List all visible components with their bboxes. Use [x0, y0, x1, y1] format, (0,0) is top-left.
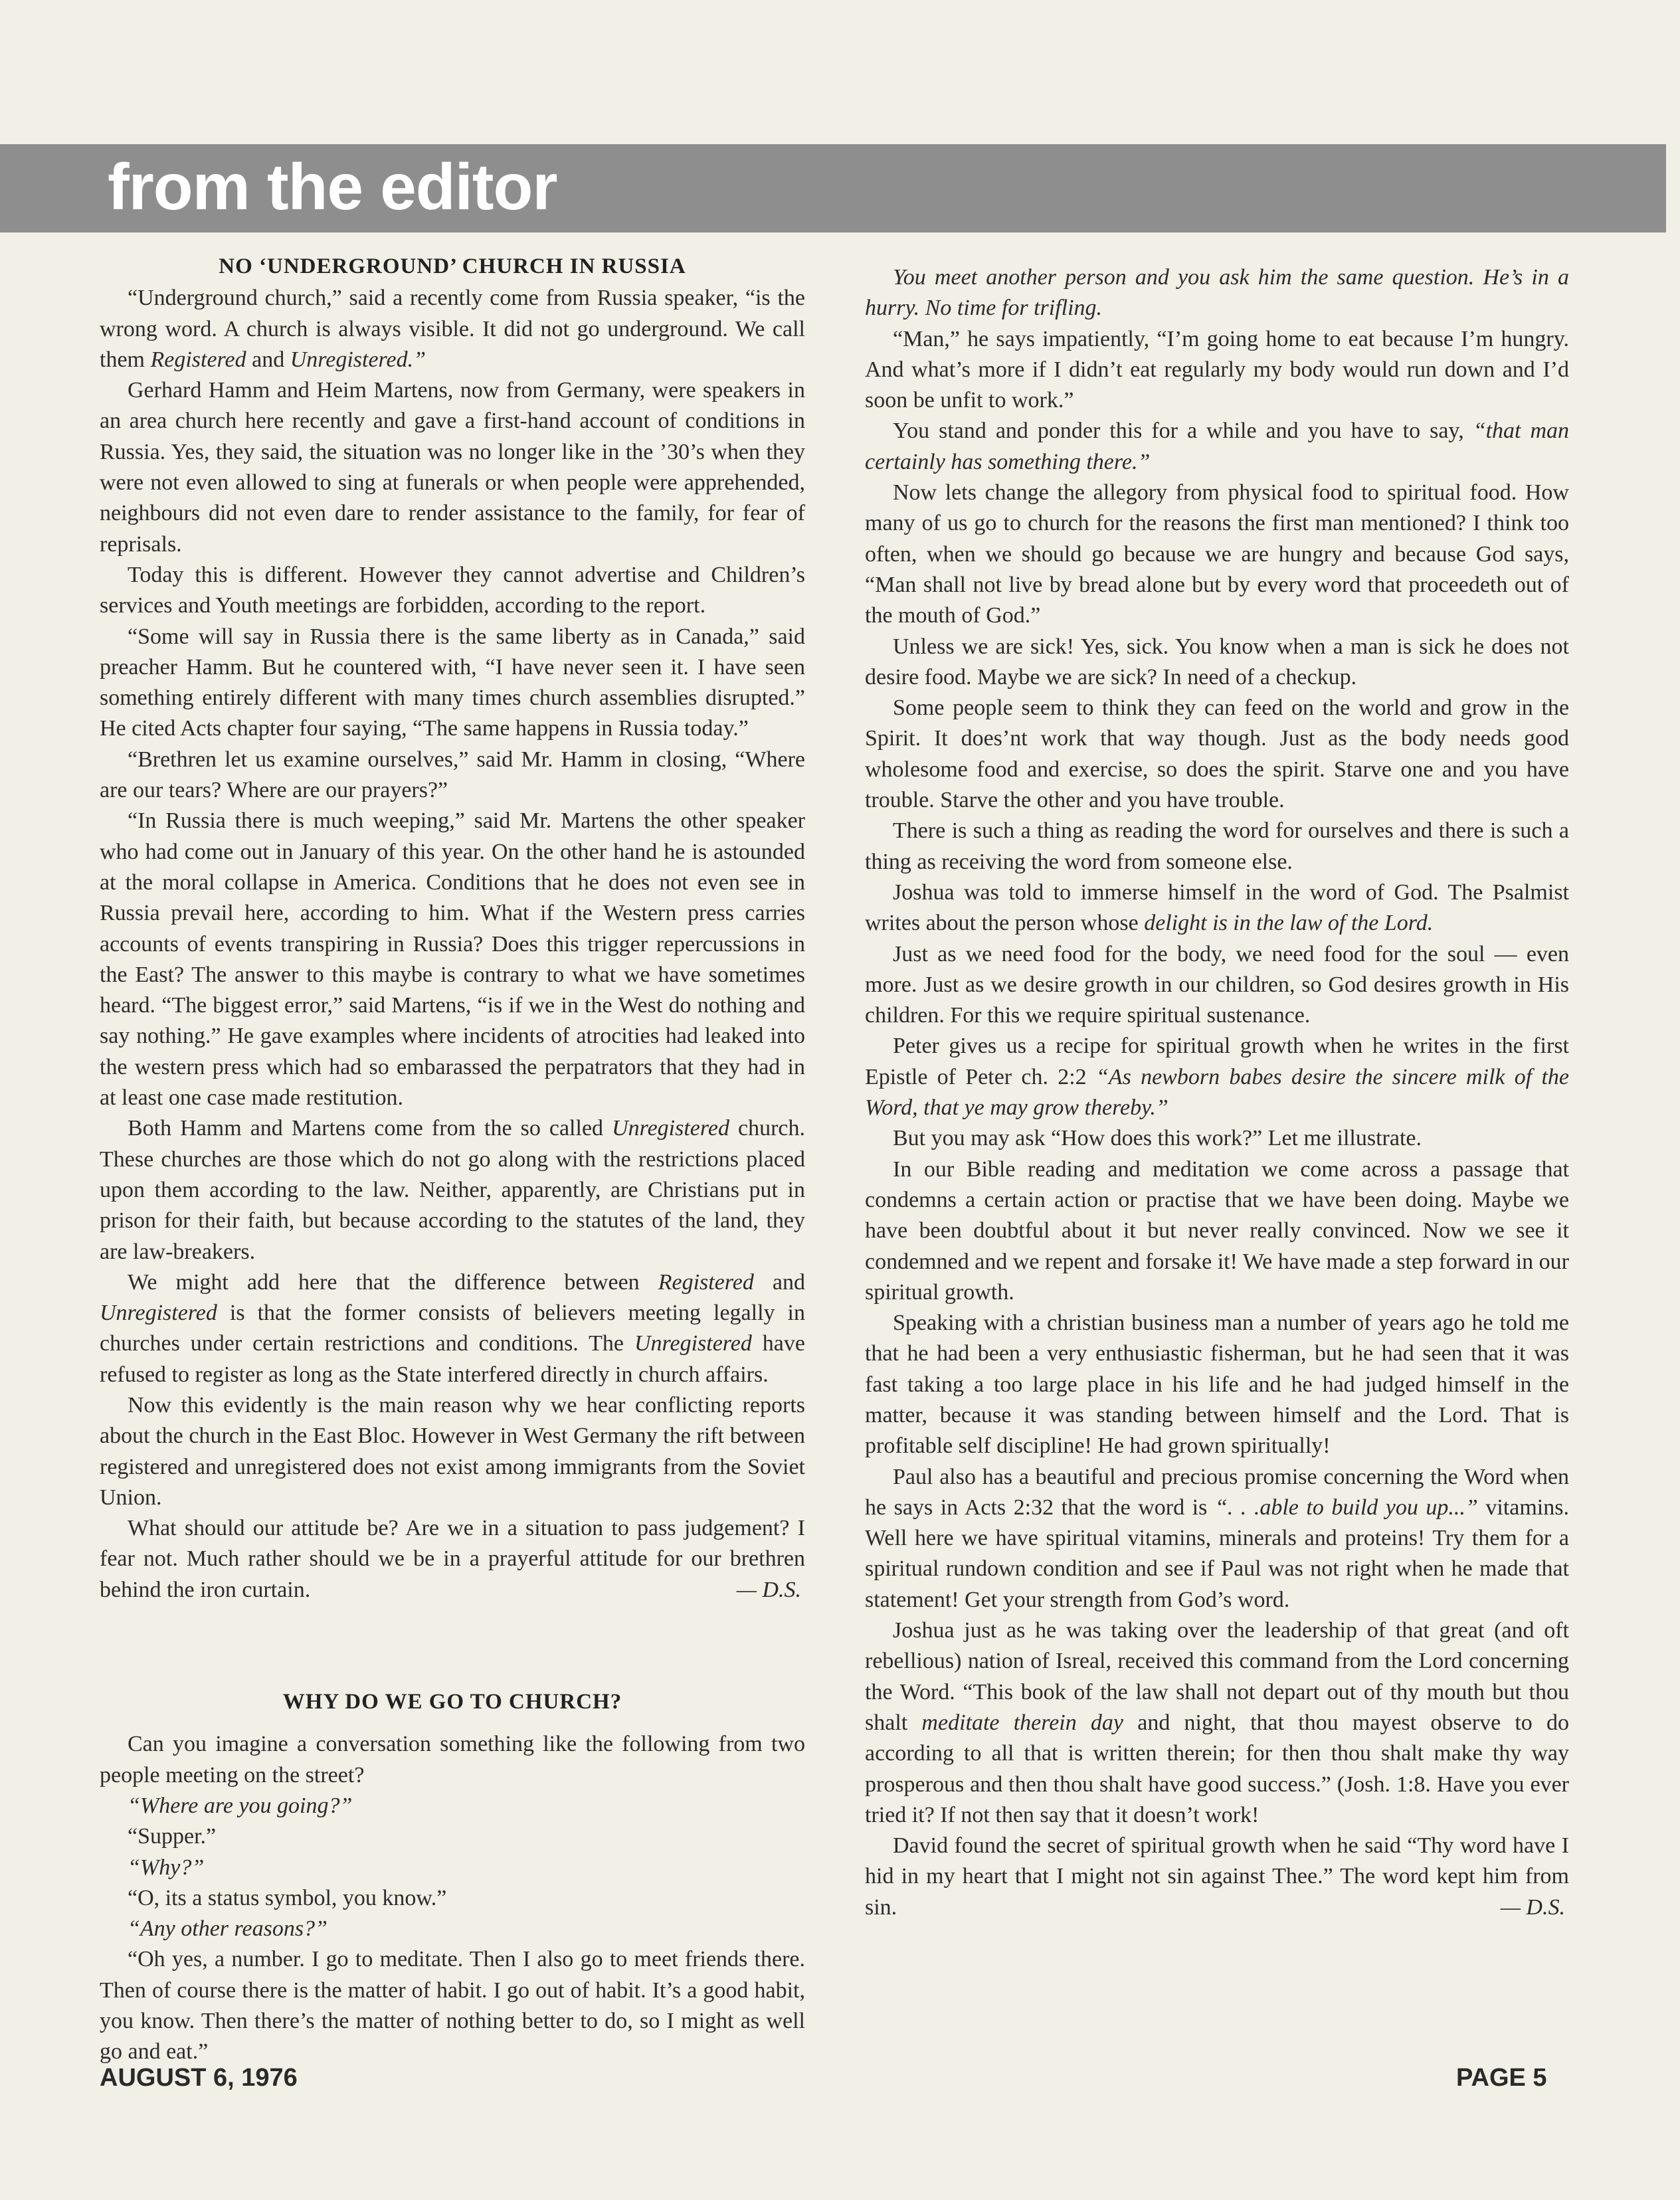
article1-title: NO ‘UNDERGROUND’ CHURCH IN RUSSIA [219, 254, 686, 278]
article2-paragraph-continued: “Oh yes, a number. I go to meditate. Then I also go to meet friends there. Then of course there is the matter of habit. I go out of habit. It’s a good habit, you know. Then there’s the matter of nothing better to do, so I might as well go and eat.” [100, 1947, 805, 2064]
article2-paragraph: Joshua just as he was taking over the leadership of that great (and oft rebellious) nation of Isreal, received this command from the Lord concerning the Word. “This book of the law shall not depart out of thy mouth but thou shalt meditate therein day and night, that thou mayest observe to do according to all that is written therein; for then thou shalt make thy way prosperous and then thou shalt have good success.” (Josh. 1:8. Have you ever tried it? If not then say that it doesn’t work! [865, 1618, 1569, 1827]
article1-paragraph: “Underground church,” said a recently come from Russia speaker, “is the wrong word. A church is always visible. It did not go underground. We call them Registered and Unregistered.” [100, 286, 805, 372]
article2-paragraph: Now lets change the allegory from physical food to spiritual food. How many of us go to church for the reasons the first man mentioned? I think too often, when we should go because we are hungry and because God says, “Man shall not live by bread alone but by every word that proceedeth out of the mouth of God.” [865, 480, 1569, 628]
article2-paragraph: “Man,” he says impatiently, “I’m going home to eat because I’m hungry. And what’s more if I didn’t eat regularly my body would run down and I’d soon be unfit to work.” [865, 326, 1569, 413]
dialogue-line: “Supper.” [128, 1824, 217, 1849]
article1-paragraph: “Some will say in Russia there is the same liberty as in Canada,” said preacher Hamm. But he countered with, “I have never seen it. I have seen something entirely different with many times church assemblies disrupted.” He cited Acts chapter four saying, “The same happens in Russia today.” [100, 624, 805, 741]
article1-paragraph: What should our attitude be? Are we in a situation to pass judgement? I fear not. Much rather should we be in a prayerful attitude for our brethren behind the iron curtain. — D.S. [100, 1513, 805, 1605]
article2-paragraph: Paul also has a beautiful and precious promise concerning the Word when he says in Acts 2:32 that the word is “. . .able to build you up...” vitamins. Well here we have spiritual vitamins, minerals and proteins! Try them for a spiritual rundown condition and see if Paul was not right when he made that statement! Get your strength from God’s word. [865, 1464, 1569, 1612]
article2-paragraph: There is such a thing as reading the word for ourselves and there is such a thing as receiving the word from someone else. [865, 818, 1569, 874]
dialogue-line: “Any other reasons?” [128, 1916, 327, 1942]
article1-paragraph: “In Russia there is much weeping,” said Mr. Martens the other speaker who had come out in January of this year. On the other hand he is astounded at the moral collapse in America. Conditions that he does not even see in Russia prevail here, according to him. What if the Western press carries accounts of events transpiring in Russia? Does this trigger repercussions in the East? The answer to this maybe is contrary to what we have sometimes heard. “The biggest error,” said Martens, “is if we in the West do nothing and say nothing.” He gave examples where incidents of atrocities had leaked into the western press which had so embarassed the perpatrators that they had in at least one case made restitution. [100, 808, 805, 1111]
article1-paragraph: Today this is different. However they cannot advertise and Children’s services and Youth meetings are forbidden, according to the report. [100, 562, 805, 618]
article2-title: WHY DO WE GO TO CHURCH? [282, 1690, 622, 1714]
article2-paragraph: But you may ask “How does this work?” Let me illustrate. [893, 1126, 1422, 1151]
article2-paragraph: Can you imagine a conversation something like the following from two people meeting on the street? [100, 1732, 805, 1787]
dialogue-line: “Why?” [128, 1855, 205, 1880]
right-column [865, 262, 1569, 1923]
article2-paragraph: You stand and ponder this for a while and you have to say, “that man certainly has something there.” [865, 418, 1570, 474]
article1-paragraph: Both Hamm and Martens come from the so called Unregistered church. These churches are those which do not go along with the restrictions placed upon them according to the law. Neither, apparently, are Christians put in prison for their faith, but because according to the statutes of the land, they are law-breakers. [100, 1116, 805, 1264]
dialogue-line: “Where are you going?” [128, 1793, 353, 1818]
article2-paragraph: Peter gives us a recipe for spiritual growth when he writes in the first Epistle of Peter ch. 2:2 “As newborn babes desire the sincere milk of the Word, that ye may grow thereby.” [865, 1034, 1569, 1121]
article1-paragraph: Now this evidently is the main reason why we hear conflicting reports about the church in the East Bloc. However in West Germany the rift between registered and unregistered does not exist among immigrants from the Soviet Union. [100, 1392, 805, 1510]
editor-banner [0, 144, 1666, 232]
article1-paragraph: “Brethren let us examine ourselves,” said Mr. Hamm in closing, “Where are our tears? Where are our prayers?” [100, 747, 805, 803]
page-number: PAGE 5 [1456, 2064, 1547, 2092]
banner-title: from the editor [108, 150, 557, 223]
article2-paragraph: Unless we are sick! Yes, sick. You know when a man is sick he does not desire food. Maybe we are sick? In need of a checkup. [865, 634, 1569, 689]
article1-signature: — D.S. [736, 1577, 801, 1602]
issue-date: AUGUST 6, 1976 [100, 2064, 298, 2092]
article2-paragraph: In our Bible reading and meditation we come across a passage that condemns a certain action or practise that we have been doing. Maybe we have been doubtful about it but never really convinced. Now we see it condemned and we repent and forsake it! We have made a step forward in our spiritual growth. [865, 1156, 1569, 1305]
article2-paragraph: David found the secret of spiritual growth when he said “Thy word have I hid in my heart that I might not sin against Thee.” The word kept him from sin. — D.S. [865, 1831, 1569, 1923]
article1-paragraph: We might add here that the difference between Registered and Unregistered is that the former consists of believers meeting legally in churches under certain restrictions and conditions. The Unregistered have refused to register as long as the State interfered directly in church affairs. [100, 1269, 805, 1387]
left-column [100, 251, 805, 2068]
article2-paragraph: Joshua was told to immerse himself in the word of God. The Psalmist writes about the person whose delight is in the law of the Lord. [865, 879, 1569, 936]
article2-paragraph: Some people seem to think they can feed on the world and grow in the Spirit. It does’nt work that way though. Just as the body needs good wholesome food and exercise, so does the spirit. Starve one and you have trouble. Starve the other and you have trouble. [865, 695, 1569, 813]
article2-signature: — D.S. [1500, 1894, 1565, 1920]
article2-paragraph: Just as we need food for the body, we need food for the soul — even more. Just as we desire growth in our children, so God desires growth in His children. For this we require spiritual sustenance. [865, 941, 1569, 1028]
article1-paragraph: Gerhard Hamm and Heim Martens, now from Germany, were speakers in an area church here recently and gave a first-hand account of conditions in Russia. Yes, they said, the situation was no longer like in the ’30’s when they were not even allowed to sing at funerals or when people were apprehended, neighbours did not even dare to render assistance to the family, for fear of reprisals. [100, 378, 805, 557]
article2-paragraph: You meet another person and you ask him the same question. He’s in a hurry. No time for trifling. [865, 265, 1569, 321]
dialogue-line: “O, its a status symbol, you know.” [128, 1885, 447, 1910]
article2-paragraph: Speaking with a christian business man a number of years ago he told me that he had been a very enthusiastic fisherman, but he had seen that it was fast taking a too large place in his life and he had judged himself in the matter, because it was standing between himself and the Lord. That is profitable self discipline! He had grown spiritually! [865, 1311, 1569, 1459]
